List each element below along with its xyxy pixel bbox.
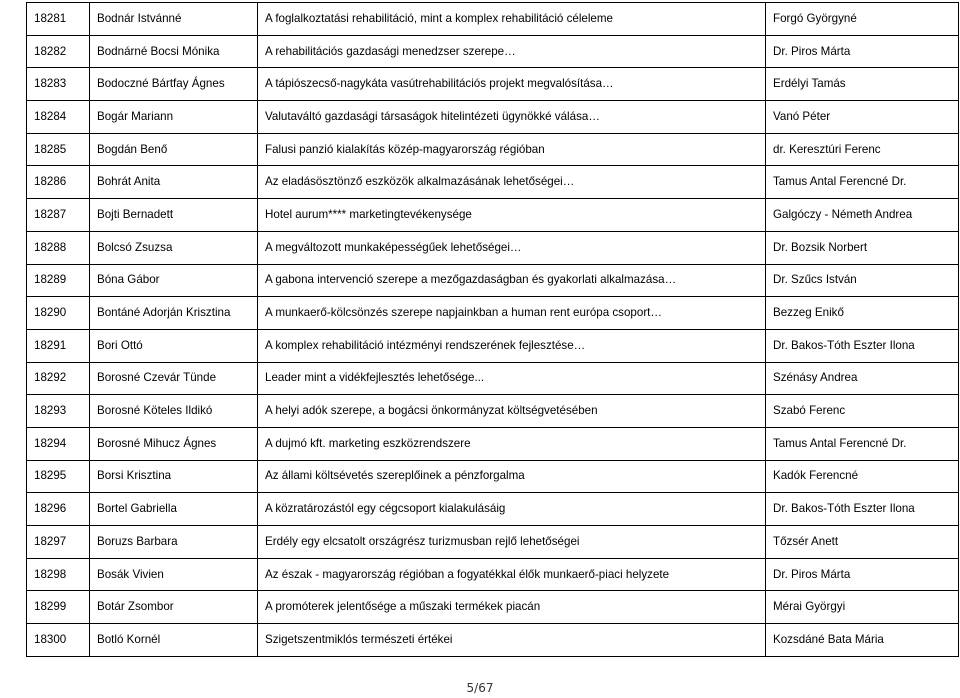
table-row [27, 493, 959, 526]
cell-student-name: Borosné Czevár Tünde [90, 362, 258, 395]
cell-student-name: Bodnárné Bocsi Mónika [90, 35, 258, 68]
cell-supervisor: Forgó Györgyné [766, 3, 959, 36]
cell-thesis-title: A dujmó kft. marketing eszközrendszere [258, 427, 766, 460]
table-row [27, 624, 959, 657]
table-row [27, 362, 959, 395]
cell-student-name: Bodoczné Bártfay Ágnes [90, 68, 258, 101]
cell-student-name: Bojti Bernadett [90, 199, 258, 232]
table-row [27, 460, 959, 493]
cell-thesis-title: Az állami költsévetés szereplőinek a pénzforgalma [258, 460, 766, 493]
cell-student-name: Bogár Mariann [90, 101, 258, 134]
table-row [27, 264, 959, 297]
table-row [27, 133, 959, 166]
cell-supervisor: Tamus Antal Ferencné Dr. [766, 166, 959, 199]
cell-thesis-title: A közratározástól egy cégcsoport kialakulásáig [258, 493, 766, 526]
cell-student-name: Borsi Krisztina [90, 460, 258, 493]
cell-student-name: Borosné Mihucz Ágnes [90, 427, 258, 460]
cell-id: 18295 [27, 460, 90, 493]
cell-thesis-title: A munkaerő-kölcsönzés szerepe napjainkban a human rent európa csoport… [258, 297, 766, 330]
cell-id: 18292 [27, 362, 90, 395]
cell-thesis-title: Hotel aurum**** marketingtevékenysége [258, 199, 766, 232]
cell-thesis-title: A promóterek jelentősége a műszaki termékek piacán [258, 591, 766, 624]
cell-thesis-title: Falusi panzió kialakítás közép-magyarország régióban [258, 133, 766, 166]
page-number: 5/67 [466, 681, 494, 695]
table-row [27, 427, 959, 460]
table-row [27, 297, 959, 330]
table-row [27, 231, 959, 264]
cell-thesis-title: A foglalkoztatási rehabilitáció, mint a komplex rehabilitáció céleleme [258, 3, 766, 36]
cell-student-name: Bontáné Adorján Krisztina [90, 297, 258, 330]
cell-id: 18290 [27, 297, 90, 330]
cell-id: 18284 [27, 101, 90, 134]
cell-thesis-title: A tápiószecső-nagykáta vasútrehabilitációs projekt megvalósítása… [258, 68, 766, 101]
cell-student-name: Bodnár Istvánné [90, 3, 258, 36]
cell-supervisor: Dr. Bakos-Tóth Eszter Ilona [766, 329, 959, 362]
cell-student-name: Botló Kornél [90, 624, 258, 657]
cell-thesis-title: Leader mint a vidékfejlesztés lehetősége... [258, 362, 766, 395]
cell-thesis-title: A komplex rehabilitáció intézményi rendszerének fejlesztése… [258, 329, 766, 362]
cell-id: 18298 [27, 558, 90, 591]
table-row [27, 591, 959, 624]
cell-id: 18300 [27, 624, 90, 657]
cell-supervisor: Dr. Piros Márta [766, 35, 959, 68]
table-row [27, 329, 959, 362]
table-row [27, 101, 959, 134]
cell-id: 18297 [27, 526, 90, 559]
table-row [27, 35, 959, 68]
cell-supervisor: Tőzsér Anett [766, 526, 959, 559]
cell-supervisor: Dr. Piros Márta [766, 558, 959, 591]
cell-thesis-title: Az eladásösztönző eszközök alkalmazásának lehetőségei… [258, 166, 766, 199]
cell-id: 18291 [27, 329, 90, 362]
cell-id: 18296 [27, 493, 90, 526]
cell-id: 18286 [27, 166, 90, 199]
cell-id: 18299 [27, 591, 90, 624]
cell-id: 18289 [27, 264, 90, 297]
cell-thesis-title: Az észak - magyarország régióban a fogyatékkal élők munkaerő-piaci helyzete [258, 558, 766, 591]
thesis-table [26, 2, 959, 657]
cell-thesis-title: A helyi adók szerepe, a bogácsi önkormányzat költségvetésében [258, 395, 766, 428]
cell-id: 18293 [27, 395, 90, 428]
cell-supervisor: Tamus Antal Ferencné Dr. [766, 427, 959, 460]
cell-supervisor: Erdélyi Tamás [766, 68, 959, 101]
cell-thesis-title: Valutaváltó gazdasági társaságok hitelintézeti ügynökké válása… [258, 101, 766, 134]
cell-id: 18283 [27, 68, 90, 101]
table-row [27, 395, 959, 428]
cell-supervisor: Dr. Szűcs István [766, 264, 959, 297]
cell-student-name: Bohrát Anita [90, 166, 258, 199]
table-row [27, 558, 959, 591]
cell-student-name: Borosné Köteles Ildikó [90, 395, 258, 428]
cell-student-name: Bortel Gabriella [90, 493, 258, 526]
cell-thesis-title: A megváltozott munkaképességűek lehetőségei… [258, 231, 766, 264]
cell-id: 18288 [27, 231, 90, 264]
cell-student-name: Bosák Vivien [90, 558, 258, 591]
table-row [27, 199, 959, 232]
cell-supervisor: dr. Keresztúri Ferenc [766, 133, 959, 166]
cell-student-name: Bori Ottó [90, 329, 258, 362]
cell-supervisor: Vanó Péter [766, 101, 959, 134]
table-row [27, 68, 959, 101]
cell-student-name: Boruzs Barbara [90, 526, 258, 559]
table-row [27, 526, 959, 559]
cell-student-name: Botár Zsombor [90, 591, 258, 624]
cell-supervisor: Szénásy Andrea [766, 362, 959, 395]
cell-id: 18294 [27, 427, 90, 460]
cell-supervisor: Kozsdáné Bata Mária [766, 624, 959, 657]
cell-supervisor: Dr. Bozsik Norbert [766, 231, 959, 264]
cell-thesis-title: Erdély egy elcsatolt országrész turizmusban rejlő lehetőségei [258, 526, 766, 559]
cell-id: 18281 [27, 3, 90, 36]
cell-student-name: Bogdán Benő [90, 133, 258, 166]
document-page [26, 2, 958, 657]
cell-id: 18285 [27, 133, 90, 166]
cell-supervisor: Dr. Bakos-Tóth Eszter Ilona [766, 493, 959, 526]
cell-thesis-title: A rehabilitációs gazdasági menedzser szerepe… [258, 35, 766, 68]
cell-student-name: Bolcsó Zsuzsa [90, 231, 258, 264]
cell-id: 18282 [27, 35, 90, 68]
table-row [27, 166, 959, 199]
cell-thesis-title: A gabona intervenció szerepe a mezőgazdaságban és gyakorlati alkalmazása… [258, 264, 766, 297]
cell-id: 18287 [27, 199, 90, 232]
cell-supervisor: Mérai Györgyi [766, 591, 959, 624]
cell-supervisor: Szabó Ferenc [766, 395, 959, 428]
thesis-table-body [27, 3, 959, 657]
cell-supervisor: Bezzeg Enikő [766, 297, 959, 330]
cell-thesis-title: Szigetszentmiklós természeti értékei [258, 624, 766, 657]
cell-supervisor: Kadók Ferencné [766, 460, 959, 493]
cell-student-name: Bóna Gábor [90, 264, 258, 297]
cell-supervisor: Galgóczy - Németh Andrea [766, 199, 959, 232]
table-row [27, 3, 959, 36]
